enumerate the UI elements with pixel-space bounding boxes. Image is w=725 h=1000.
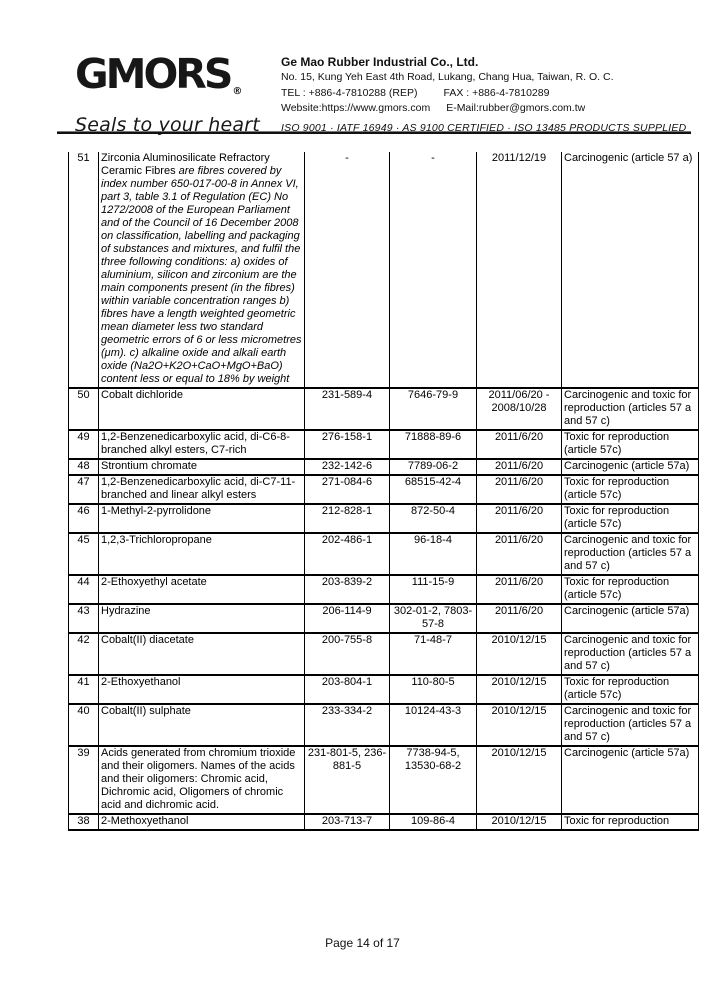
cas-number-cell: 68515-42-4 bbox=[390, 475, 477, 504]
substance-name-cell bbox=[99, 604, 305, 633]
inclusion-date-cell: 2010/12/15 bbox=[477, 675, 562, 704]
page-header bbox=[75, 50, 695, 136]
substance-name: Cobalt(II) diacetate bbox=[101, 634, 194, 646]
substance-name: Cobalt(II) sulphate bbox=[101, 705, 191, 717]
substance-name: Strontium chromate bbox=[101, 460, 197, 472]
inclusion-date-cell: 2010/12/15 bbox=[477, 814, 562, 830]
classification-cell: Toxic for reproduction (article 57c) bbox=[562, 504, 699, 533]
table-row bbox=[69, 704, 699, 746]
cas-number-cell: 110-80-5 bbox=[390, 675, 477, 704]
registered-trademark-icon: ® bbox=[232, 86, 243, 97]
ec-number-cell: 271-084-6 bbox=[305, 475, 390, 504]
table-row bbox=[69, 746, 699, 814]
company-tel: TEL : +886-4-7810288 (REP) bbox=[281, 86, 418, 99]
table-row bbox=[69, 633, 699, 675]
substance-name: 1-Methyl-2-pyrrolidone bbox=[101, 505, 212, 517]
company-web-line bbox=[281, 101, 686, 117]
row-number-cell: 48 bbox=[69, 459, 99, 475]
inclusion-date-cell: 2011/6/20 bbox=[477, 575, 562, 604]
table-row bbox=[69, 675, 699, 704]
table-row bbox=[69, 504, 699, 533]
substance-name: 2-Methoxyethanol bbox=[101, 815, 189, 827]
cas-number-cell: 109-86-4 bbox=[390, 814, 477, 830]
ec-number-cell: 233-334-2 bbox=[305, 704, 390, 746]
classification-cell: Carcinogenic and toxic for reproduction (articles 57 a and 57 c) bbox=[562, 388, 699, 430]
substance-name-cell bbox=[99, 475, 305, 504]
classification-cell: Toxic for reproduction bbox=[562, 814, 699, 830]
row-number-cell: 46 bbox=[69, 504, 99, 533]
company-info-block bbox=[281, 54, 686, 136]
substance-name-cell bbox=[99, 633, 305, 675]
company-phone-line bbox=[281, 86, 686, 102]
row-number-cell: 38 bbox=[69, 814, 99, 830]
classification-cell: Carcinogenic and toxic for reproduction (articles 57 a and 57 c) bbox=[562, 533, 699, 575]
substance-name-cell bbox=[99, 388, 305, 430]
classification-cell: Carcinogenic (article 57a) bbox=[562, 604, 699, 633]
substance-name-italic: are fibres covered by index number 650-017-00-8 in Annex VI, part 3, table 3.1 of Regulation (EC) No 1272/2008 of the European Parliament and of the Council of 16 December 2008 on classification, labelling and packaging of substances and mixtures, and fulfil the three following conditions: a) oxides of aluminium, silicon and zirconium are the main components present (in the fibres) within variable concentration ranges b) fibres have a length weighted geometric mean diameter less two standard geometric errors of 6 or less micrometres (μm). c) alkaline oxide and alkali earth oxide (Na2O+K2O+CaO+MgO+BaO) content less or equal to 18% by weight bbox=[101, 165, 302, 385]
classification-cell: Carcinogenic (article 57a) bbox=[562, 746, 699, 814]
substance-name-cell bbox=[99, 704, 305, 746]
page-number: Page 14 of 17 bbox=[325, 936, 400, 950]
substance-name: 2-Ethoxyethanol bbox=[101, 676, 181, 688]
classification-cell: Toxic for reproduction (article 57c) bbox=[562, 475, 699, 504]
substance-name-cell bbox=[99, 152, 305, 388]
company-address: No. 15, Kung Yeh East 4th Road, Lukang, Chang Hua, Taiwan, R. O. C. bbox=[281, 71, 614, 83]
table-row bbox=[69, 430, 699, 459]
inclusion-date-cell: 2011/6/20 bbox=[477, 475, 562, 504]
classification-cell: Carcinogenic (article 57a) bbox=[562, 459, 699, 475]
table-row bbox=[69, 814, 699, 830]
inclusion-date-cell: 2011/6/20 bbox=[477, 504, 562, 533]
cas-number-cell: 7738-94-5, 13530-68-2 bbox=[390, 746, 477, 814]
header-divider bbox=[57, 131, 691, 134]
ec-number-cell: 202-486-1 bbox=[305, 533, 390, 575]
table-row bbox=[69, 388, 699, 430]
ec-number-cell: - bbox=[305, 152, 390, 388]
row-number-cell: 51 bbox=[69, 152, 99, 388]
ec-number-cell: 200-755-8 bbox=[305, 633, 390, 675]
inclusion-date-cell: 2011/12/19 bbox=[477, 152, 562, 388]
ec-number-cell: 232-142-6 bbox=[305, 459, 390, 475]
table-row bbox=[69, 152, 699, 388]
row-number-cell: 45 bbox=[69, 533, 99, 575]
company-name: Ge Mao Rubber Industrial Co., Ltd. bbox=[281, 55, 479, 69]
cas-number-cell: 872-50-4 bbox=[390, 504, 477, 533]
substance-name-cell bbox=[99, 675, 305, 704]
table-row bbox=[69, 575, 699, 604]
inclusion-date-cell: 2010/12/15 bbox=[477, 704, 562, 746]
substance-name-cell bbox=[99, 504, 305, 533]
ec-number-cell: 231-589-4 bbox=[305, 388, 390, 430]
company-fax: FAX : +886-4-7810289 bbox=[443, 86, 550, 99]
substance-name-cell bbox=[99, 746, 305, 814]
row-number-cell: 41 bbox=[69, 675, 99, 704]
row-number-cell: 47 bbox=[69, 475, 99, 504]
inclusion-date-cell: 2011/06/20 - 2008/10/28 bbox=[477, 388, 562, 430]
table-row bbox=[69, 533, 699, 575]
row-number-cell: 49 bbox=[69, 430, 99, 459]
logo-block bbox=[75, 50, 267, 136]
gmors-logo bbox=[75, 50, 267, 112]
inclusion-date-cell: 2011/6/20 bbox=[477, 604, 562, 633]
substance-name: Acids generated from chromium trioxide and their oligomers. Names of the acids and their oligomers: Chromic acid, Dichromic acid, Oligomers of chromic acid and dichromic acid. bbox=[101, 747, 296, 811]
certifications-line: ISO 9001 · IATF 16949 · AS 9100 CERTIFIED · ISO 13485 PRODUCTS SUPPLIED bbox=[281, 121, 687, 134]
ec-number-cell: 203-839-2 bbox=[305, 575, 390, 604]
table-row bbox=[69, 459, 699, 475]
row-number-cell: 44 bbox=[69, 575, 99, 604]
classification-cell: Carcinogenic and toxic for reproduction (articles 57 a and 57 c) bbox=[562, 633, 699, 675]
inclusion-date-cell: 2010/12/15 bbox=[477, 746, 562, 814]
substance-name-cell bbox=[99, 430, 305, 459]
substance-name-cell bbox=[99, 459, 305, 475]
cas-number-cell: 71-48-7 bbox=[390, 633, 477, 675]
ec-number-cell: 203-804-1 bbox=[305, 675, 390, 704]
classification-cell: Toxic for reproduction (article 57c) bbox=[562, 675, 699, 704]
table-row bbox=[69, 604, 699, 633]
cas-number-cell: 7646-79-9 bbox=[390, 388, 477, 430]
row-number-cell: 40 bbox=[69, 704, 99, 746]
substance-name: Cobalt dichloride bbox=[101, 389, 183, 401]
ec-number-cell: 206-114-9 bbox=[305, 604, 390, 633]
logo-tagline: Seals to your heart bbox=[75, 114, 260, 136]
ec-number-cell: 203-713-7 bbox=[305, 814, 390, 830]
classification-cell: Toxic for reproduction (article 57c) bbox=[562, 575, 699, 604]
substance-name: 2-Ethoxyethyl acetate bbox=[101, 576, 207, 588]
inclusion-date-cell: 2011/6/20 bbox=[477, 430, 562, 459]
row-number-cell: 43 bbox=[69, 604, 99, 633]
company-email: E-Mail:rubber@gmors.com.tw bbox=[446, 102, 586, 114]
row-number-cell: 39 bbox=[69, 746, 99, 814]
classification-cell: Toxic for reproduction (article 57c) bbox=[562, 430, 699, 459]
inclusion-date-cell: 2011/6/20 bbox=[477, 459, 562, 475]
substance-name: 1,2,3-Trichloropropane bbox=[101, 534, 212, 546]
cas-number-cell: 96-18-4 bbox=[390, 533, 477, 575]
ec-number-cell: 231-801-5, 236-881-5 bbox=[305, 746, 390, 814]
gmors-logo-text: GMORS bbox=[75, 50, 231, 98]
row-number-cell: 50 bbox=[69, 388, 99, 430]
substance-name-cell bbox=[99, 533, 305, 575]
company-website: Website:https://www.gmors.com bbox=[281, 102, 431, 114]
inclusion-date-cell: 2011/6/20 bbox=[477, 533, 562, 575]
cas-number-cell: 71888-89-6 bbox=[390, 430, 477, 459]
inclusion-date-cell: 2010/12/15 bbox=[477, 633, 562, 675]
cas-number-cell: 10124-43-3 bbox=[390, 704, 477, 746]
classification-cell: Carcinogenic and toxic for reproduction (articles 57 a and 57 c) bbox=[562, 704, 699, 746]
substance-name: 1,2-Benzenedicarboxylic acid, di-C7-11-branched and linear alkyl esters bbox=[101, 476, 296, 501]
substance-name: Zirconia Aluminosilicate Refractory Ceramic Fibres bbox=[101, 152, 270, 177]
cas-number-cell: - bbox=[390, 152, 477, 388]
row-number-cell: 42 bbox=[69, 633, 99, 675]
substance-name-cell bbox=[99, 814, 305, 830]
substance-name: 1,2-Benzenedicarboxylic acid, di-C6-8-branched alkyl esters, C7-rich bbox=[101, 431, 290, 456]
svhc-substance-table bbox=[68, 152, 699, 831]
substance-name: Hydrazine bbox=[101, 605, 151, 617]
cas-number-cell: 111-15-9 bbox=[390, 575, 477, 604]
table-row bbox=[69, 475, 699, 504]
ec-number-cell: 212-828-1 bbox=[305, 504, 390, 533]
classification-cell: Carcinogenic (article 57 a) bbox=[562, 152, 699, 388]
cas-number-cell: 302-01-2, 7803-57-8 bbox=[390, 604, 477, 633]
substance-name-cell bbox=[99, 575, 305, 604]
cas-number-cell: 7789-06-2 bbox=[390, 459, 477, 475]
ec-number-cell: 276-158-1 bbox=[305, 430, 390, 459]
